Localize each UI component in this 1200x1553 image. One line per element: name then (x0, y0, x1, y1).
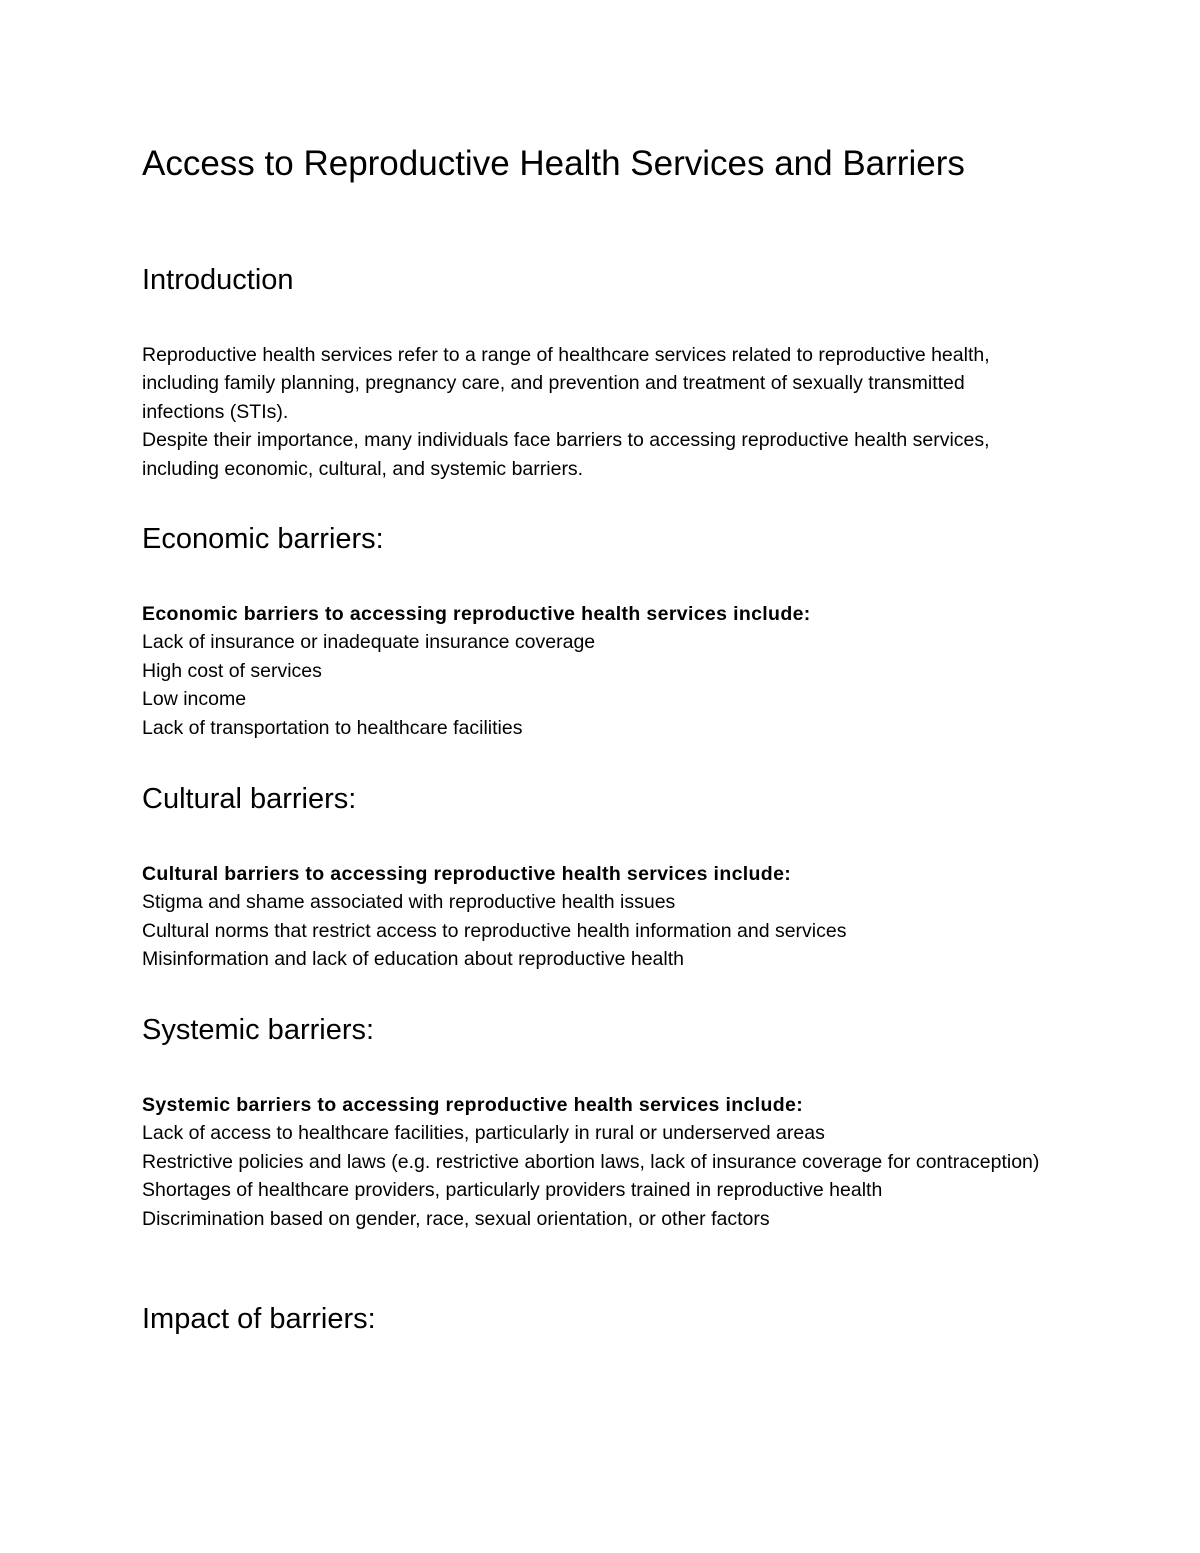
systemic-barriers-lead: Systemic barriers to accessing reproductive health services include: (142, 1094, 804, 1116)
introduction-paragraph-1: Reproductive health services refer to a range of healthcare services related to reproductive health, including family planning, pregnancy care, and prevention and treatment of sexually transmitted infections (STIs). (142, 344, 990, 423)
systemic-barriers-section (142, 1091, 1042, 1233)
list-item: Stigma and shame associated with reproductive health issues (142, 891, 676, 914)
introduction-paragraph-2: Despite their importance, many individuals face barriers to accessing reproductive health services, including economic, cultural, and systemic barriers. (142, 429, 990, 480)
list-item: Lack of insurance or inadequate insurance coverage (142, 631, 596, 654)
list-item: High cost of services (142, 659, 322, 682)
list-item: Cultural norms that restrict access to reproductive health information and services (142, 919, 847, 942)
cultural-barriers-heading: Cultural barriers: (142, 783, 357, 815)
introduction-heading: Introduction (142, 264, 294, 296)
list-item: Restrictive policies and laws (e.g. restrictive abortion laws, lack of insurance coverage for contraception) (142, 1150, 1040, 1173)
economic-barriers-heading: Economic barriers: (142, 523, 384, 555)
cultural-barriers-lead: Cultural barriers to accessing reproductive health services include: (142, 863, 792, 885)
introduction-section (142, 341, 1042, 483)
economic-barriers-lead: Economic barriers to accessing reproductive health services include: (142, 603, 811, 625)
impact-of-barriers-heading: Impact of barriers: (142, 1303, 376, 1335)
economic-barriers-section (142, 600, 1042, 742)
document-title: Access to Reproductive Health Services and Barriers (142, 144, 965, 183)
systemic-barriers-heading: Systemic barriers: (142, 1014, 375, 1046)
cultural-barriers-section (142, 860, 1042, 974)
list-item: Low income (142, 688, 247, 711)
list-item: Lack of transportation to healthcare facilities (142, 716, 523, 739)
list-item: Shortages of healthcare providers, particularly providers trained in reproductive health (142, 1179, 883, 1202)
list-item: Misinformation and lack of education about reproductive health (142, 948, 684, 971)
list-item: Lack of access to healthcare facilities, particularly in rural or underserved areas (142, 1122, 825, 1145)
list-item: Discrimination based on gender, race, sexual orientation, or other factors (142, 1207, 770, 1230)
